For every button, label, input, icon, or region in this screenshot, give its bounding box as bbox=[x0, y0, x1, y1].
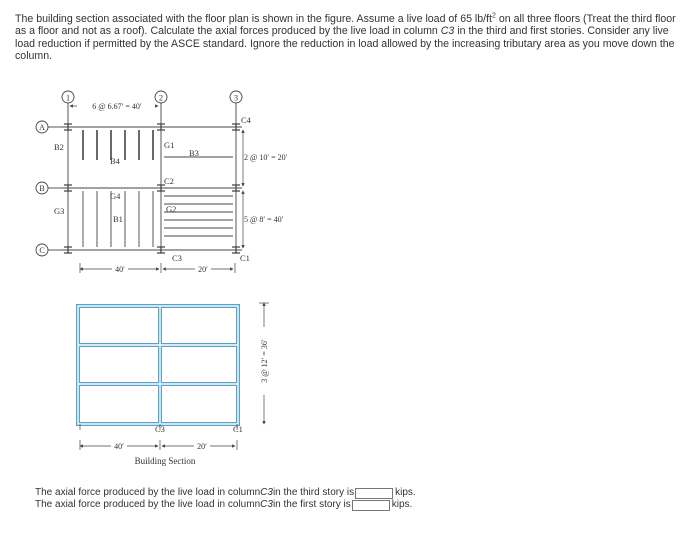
plan-bottom-dimension bbox=[80, 263, 235, 274]
grid-letter-b: B bbox=[39, 184, 45, 193]
third-story-force-input[interactable] bbox=[355, 488, 393, 499]
section-height-label: 3 @ 12′ = 36′ bbox=[260, 339, 269, 383]
right-dimension-top bbox=[243, 130, 288, 186]
grid-letter-c: C bbox=[39, 246, 45, 255]
grid-bubble-c bbox=[36, 244, 62, 256]
grid-bubble-a bbox=[36, 121, 62, 133]
section-c1-label: C1 bbox=[233, 424, 243, 434]
section-c3-label: C3 bbox=[155, 424, 165, 434]
section-caption: Building Section bbox=[134, 456, 196, 466]
answer-row-third-story bbox=[35, 487, 416, 499]
member-b2: B2 bbox=[54, 142, 64, 152]
answer-column: C3 bbox=[260, 487, 273, 498]
member-b3: B3 bbox=[189, 148, 199, 158]
plan-bottom-dim-left: 40′ bbox=[115, 265, 125, 274]
section-height-dimension bbox=[259, 303, 269, 424]
plan-bottom-dim-right: 20′ bbox=[198, 265, 208, 274]
right-dim-top-label: 2 @ 10′ = 20′ bbox=[244, 153, 288, 162]
member-g2: G2 bbox=[166, 204, 177, 214]
problem-text-2: on all three floors (Treat the third floor as a floor and not as a roof). Calculate the axial forces produced by the live load in column bbox=[15, 13, 676, 38]
building-section-frame bbox=[78, 306, 238, 430]
answer-label-a: The axial force produced by the live load in column bbox=[35, 499, 261, 510]
answer-unit: kips. bbox=[395, 487, 416, 498]
member-c2: C2 bbox=[164, 176, 174, 186]
member-b1: B1 bbox=[113, 214, 123, 224]
grid-number-2: 2 bbox=[159, 93, 163, 103]
member-b4: B4 bbox=[110, 156, 120, 166]
grid-bubble-b bbox=[36, 182, 62, 194]
first-story-force-input[interactable] bbox=[352, 500, 390, 511]
problem-text-3: in the third and first stories. Consider any live load reduction if permitted by the ASCE standard. Ignore the reduction in load allowed by the increasing tributary area as you move down the column. bbox=[15, 25, 675, 63]
right-dimension-bottom bbox=[243, 191, 284, 248]
member-g1: G1 bbox=[164, 140, 175, 150]
grid-bubble-2 bbox=[155, 91, 167, 103]
member-g4: G4 bbox=[110, 191, 121, 201]
problem-exponent: 2 bbox=[492, 12, 496, 20]
member-c3: C3 bbox=[172, 253, 182, 263]
member-c1: C1 bbox=[240, 253, 250, 263]
right-dim-bottom-label: 5 @ 8′ = 40′ bbox=[244, 215, 284, 224]
answer-label-a: The axial force produced by the live load in column bbox=[35, 487, 261, 498]
answer-label-b: in the third story is bbox=[272, 487, 355, 498]
problem-column: C3 bbox=[440, 25, 455, 38]
grid-bubble-1 bbox=[62, 91, 74, 103]
section-bottom-dim-right: 20′ bbox=[197, 442, 207, 451]
problem-text-1: The building section associated with the floor plan is shown in the figure. Assume a live load of 65 lb/ft bbox=[15, 13, 492, 25]
answer-section bbox=[35, 487, 416, 511]
grid-number-3: 3 bbox=[234, 93, 238, 103]
member-g3: G3 bbox=[54, 206, 65, 216]
answer-column: C3 bbox=[260, 499, 273, 510]
grid-letter-a: A bbox=[39, 123, 45, 132]
grid-bubble-3 bbox=[230, 91, 242, 103]
section-bottom-dimension bbox=[80, 440, 237, 451]
grid-number-1: 1 bbox=[66, 93, 70, 103]
answer-unit: kips. bbox=[391, 499, 413, 510]
top-dimension bbox=[70, 101, 158, 111]
answer-row-first-story bbox=[35, 499, 416, 511]
member-c4: C4 bbox=[241, 115, 251, 125]
top-dim-label: 6 @ 6.67′ = 40′ bbox=[92, 102, 142, 111]
section-bottom-dim-left: 40′ bbox=[114, 442, 124, 451]
beams-b3 bbox=[164, 157, 233, 236]
answer-label-b: in the first story is bbox=[272, 499, 351, 510]
